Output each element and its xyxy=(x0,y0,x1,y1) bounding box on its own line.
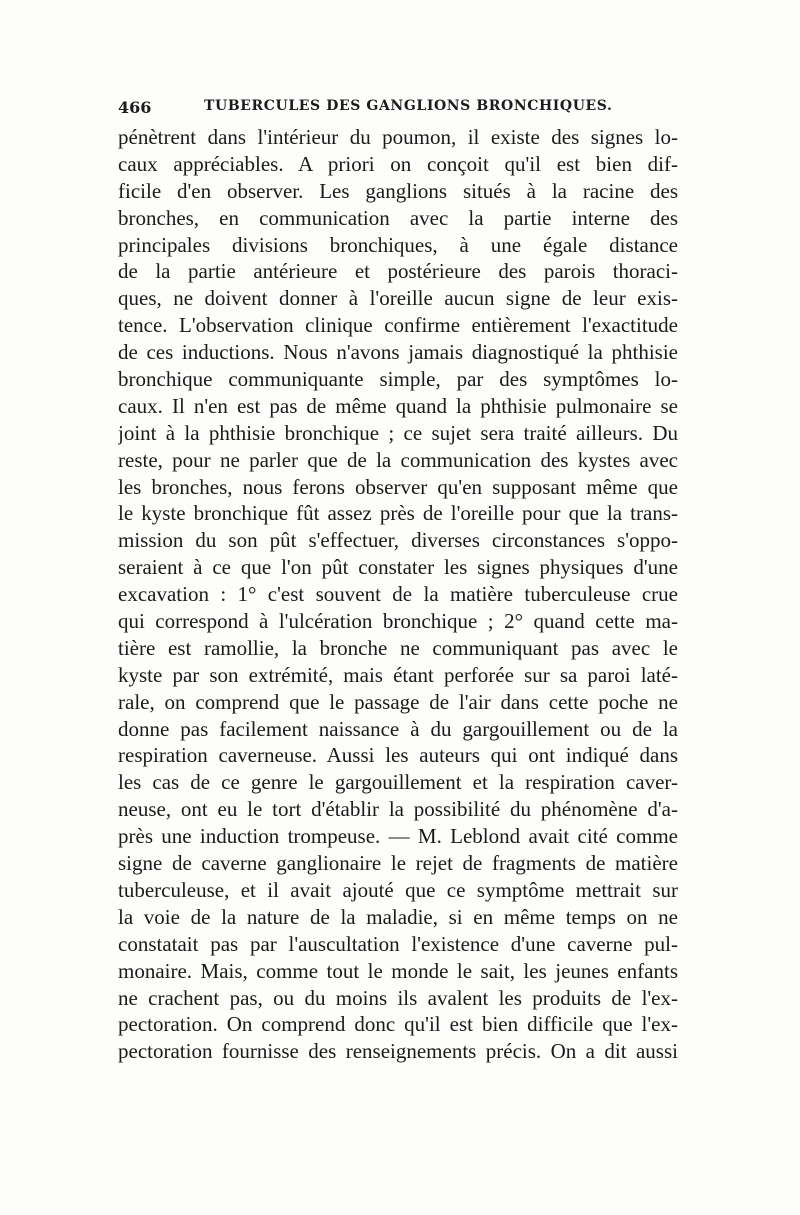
page-header xyxy=(118,96,678,126)
text-line: joint à la phthisie bronchique ; ce sujet sera traité ailleurs. Du xyxy=(118,420,678,445)
text-line: neuse, ont eu le tort d'établir la possibilité du phénomène d'a- xyxy=(118,797,678,822)
text-line: de la partie antérieure et postérieure des parois thoraci- xyxy=(118,259,678,284)
text-line: tière est ramollie, la bronche ne communiquant pas avec le xyxy=(118,635,678,660)
text-line: monaire. Mais, comme tout le monde le sait, les jeunes enfants xyxy=(118,958,678,983)
text-line: reste, pour ne parler que de la communication des kystes avec xyxy=(118,447,678,472)
text-line: constatait pas par l'auscultation l'existence d'une caverne pul- xyxy=(118,931,678,956)
text-line: pectoration. On comprend donc qu'il est bien difficile que l'ex- xyxy=(118,1012,678,1037)
text-line: près une induction trompeuse. — M. Leblond avait cité comme xyxy=(118,824,678,849)
text-line: respiration caverneuse. Aussi les auteurs qui ont indiqué dans xyxy=(118,743,678,768)
text-line: les bronches, nous ferons observer qu'en supposant même que xyxy=(118,474,678,499)
text-line: signe de caverne ganglionaire le rejet de fragments de matière xyxy=(118,851,678,876)
body-text xyxy=(118,124,678,1065)
text-line: tuberculeuse, et il avait ajouté que ce symptôme mettrait sur xyxy=(118,877,678,902)
text-line: rale, on comprend que le passage de l'air dans cette poche ne xyxy=(118,689,678,714)
text-line: qui correspond à l'ulcération bronchique ; 2° quand cette ma- xyxy=(118,609,678,634)
text-line: caux appréciables. A priori on conçoit qu'il est bien dif- xyxy=(118,151,678,176)
text-line: excavation : 1° c'est souvent de la matière tuberculeuse crue xyxy=(118,582,678,607)
text-line: pectoration fournisse des renseignements précis. On a dit aussi xyxy=(118,1039,678,1064)
text-line: la voie de la nature de la maladie, si en même temps on ne xyxy=(118,904,678,929)
text-line: les cas de ce genre le gargouillement et la respiration caver- xyxy=(118,770,678,795)
text-line: tence. L'observation clinique confirme entièrement l'exactitude xyxy=(118,313,678,338)
page-number: 466 xyxy=(118,98,152,117)
running-head: TUBERCULES DES GANGLIONS BRONCHIQUES. xyxy=(204,98,613,114)
text-line: bronches, en communication avec la partie interne des xyxy=(118,205,678,230)
text-line: ficile d'en observer. Les ganglions situés à la racine des xyxy=(118,178,678,203)
text-line: donne pas facilement naissance à du gargouillement ou de la xyxy=(118,716,678,741)
text-line: de ces inductions. Nous n'avons jamais diagnostiqué la phthisie xyxy=(118,340,678,365)
text-line: kyste par son extrémité, mais étant perforée sur sa paroi laté- xyxy=(118,662,678,687)
text-line: mission du son pût s'effectuer, diverses circonstances s'oppo- xyxy=(118,528,678,553)
text-line: ques, ne doivent donner à l'oreille aucun signe de leur exis- xyxy=(118,286,678,311)
text-line: bronchique communiquante simple, par des symptômes lo- xyxy=(118,367,678,392)
text-line: caux. Il n'en est pas de même quand la phthisie pulmonaire se xyxy=(118,393,678,418)
text-line: principales divisions bronchiques, à une égale distance xyxy=(118,232,678,257)
text-line: le kyste bronchique fût assez près de l'oreille pour que la trans- xyxy=(118,501,678,526)
text-line: seraient à ce que l'on pût constater les signes physiques d'une xyxy=(118,555,678,580)
text-line: pénètrent dans l'intérieur du poumon, il existe des signes lo- xyxy=(118,125,678,149)
text-line: ne crachent pas, ou du moins ils avalent les produits de l'ex- xyxy=(118,985,678,1010)
